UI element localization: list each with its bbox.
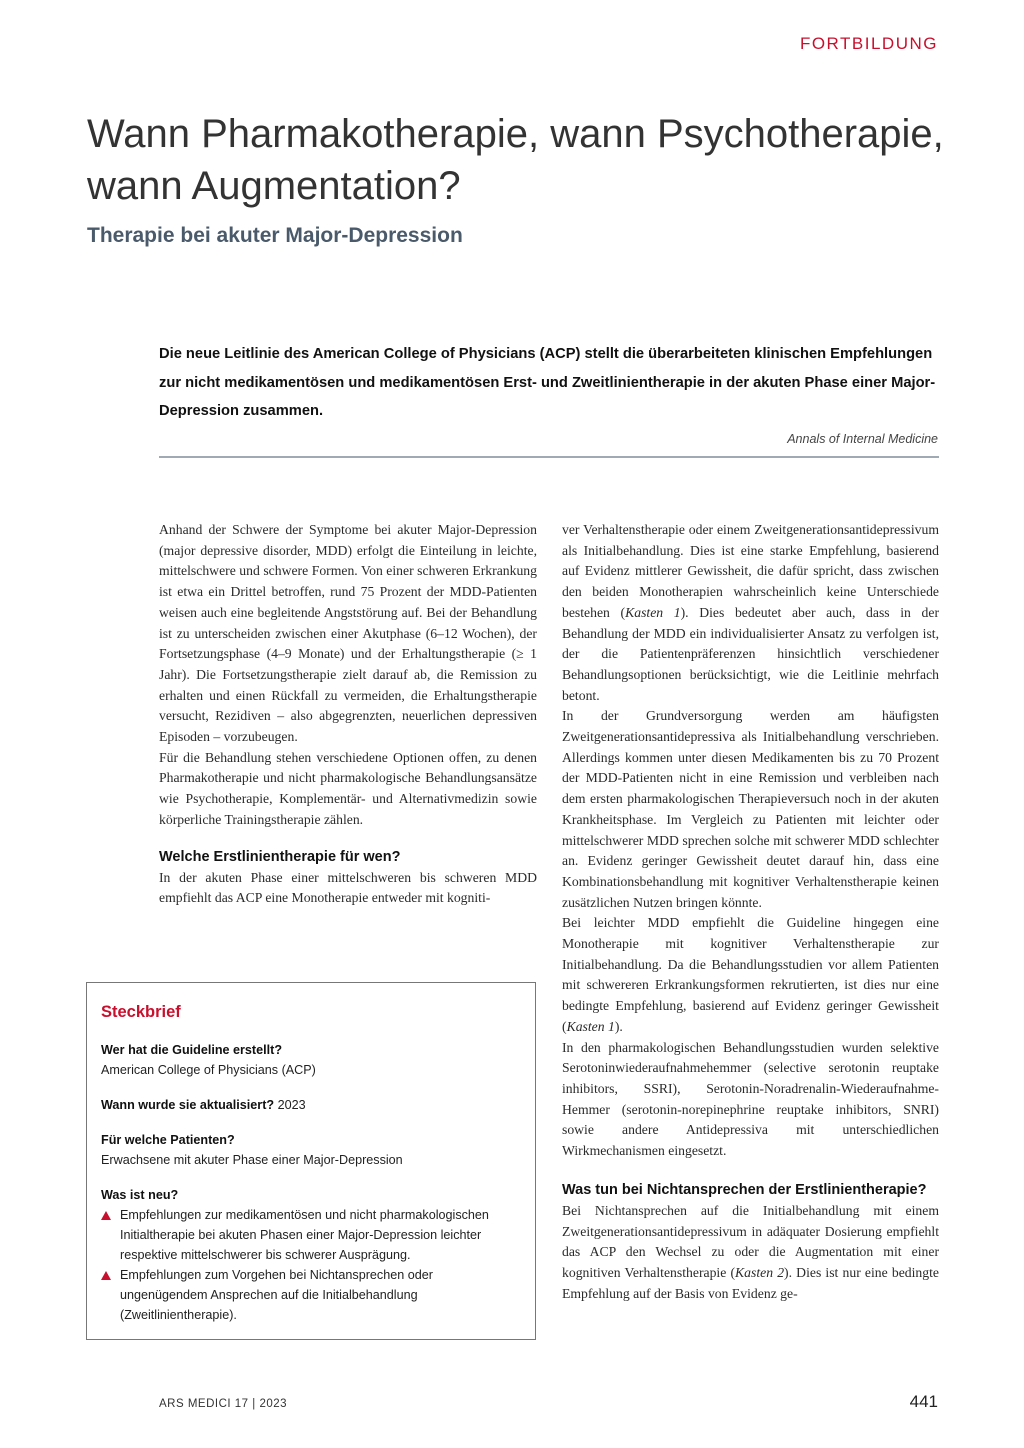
section-label: FORTBILDUNG [799,34,938,53]
text-run: ). Dies bedeutet aber auch, dass in der Behandlung der MDD ein individualisierter Ansatz zu verfolgen ist, der die Patientenpräferenzen hinsichtlich verschiedener Behandlungsoptionen berücksichtigt, wie die Leitlinie mehrfach betont. [562,604,939,703]
text-run: ). Dies ist nur eine bedingte Empfehlung auf der Basis von Evidenz ge- [562,1264,939,1301]
page-number: 441 [909,1392,938,1411]
box-reference: Kasten 2 [735,1264,785,1280]
box-answer: 2023 [277,1098,306,1112]
box-question: Für welche Patienten? [101,1133,235,1147]
steckbrief-box [86,982,536,1340]
list-item-text: Empfehlungen zur medikamentösen und nicht pharmakologischen Initialtherapie bei akuten Phasen einer Major-Depression leichter respektive mittelschwerer bis schwerer Ausprägung. [120,1208,489,1262]
list-item-text: Empfehlungen zum Vorgehen bei Nichtansprechen oder ungenügendem Ansprechen auf die Initialbehandlung (Zweitlinientherapie). [120,1268,433,1322]
box-reference: Kasten 1 [625,604,681,620]
text-run: ). [614,1018,623,1034]
qa-block [101,1040,521,1080]
lead-paragraph: Die neue Leitlinie des American College of Physicians (ACP) stellt die überarbeiteten klinischen Empfehlungen zur nicht medikamentösen und medikamentösen Erst- und Zweitlinientherapie in der akuten Phase einer Major-Depression zusammen. [159,346,936,419]
section-heading: Welche Erstlinientherapie für wen? [159,848,401,865]
article-subtitle: Therapie bei akuter Major-Depression [87,224,463,247]
text-column-left [159,520,537,909]
journal-footer: ARS MEDICI 17 | 2023 [159,1398,288,1410]
source-citation: Annals of Internal Medicine [787,432,938,446]
text-run: Bei Nichtansprechen auf die Initialbehandlung mit einem Zweitgenerationsantidepressivum in adäquater Dosierung empfiehlt das ACP den Wechsel zu oder die Augmentation mit einer kognitiven Verhaltenstherapie ( [562,1202,939,1280]
news-list [101,1205,521,1325]
box-answer: Erwachsene mit akuter Phase einer Major-Depression [101,1153,403,1167]
qa-block [101,1130,521,1170]
red-triangle-icon [101,1211,111,1220]
article-title: Wann Pharmakotherapie, wann Psychotherapie, wann Augmentation? [87,112,944,208]
section-heading: Was tun bei Nichtansprechen der Erstlinientherapie? [562,1181,927,1198]
body-paragraph: Anhand der Schwere der Symptome bei akuter Major-Depression (major depressive disorder, MDD) erfolgt die Einteilung in leichte, mittelschwere und schwere Formen. Von einer schweren Erkrankung ist etwa ein Drittel betroffen, rund 75 Prozent der MDD-Patienten weisen auch eine begleitende Angststörung auf. Bei der Behandlung ist zu unterscheiden zwischen einer Akutphase (6–12 Wochen), der Fortsetzungsphase (4–9 Monate) und der Erhaltungstherapie (≥ 1 Jahr). Die Fortsetzungstherapie zielt darauf ab, die Remission zu erhalten und einen Rückfall zu vermeiden, die Erhaltungstherapie versucht, Rezidiven – also abgegrenzten, neuerlichen depressiven Episoden – vorzubeugen. [159,522,537,745]
list-item [101,1205,521,1265]
body-paragraph [562,520,939,706]
box-answer: American College of Physicians (ACP) [101,1063,316,1077]
text-run: ver Verhaltenstherapie oder einem Zweitgenerationsantidepressivum als Initialbehandlung. Dies ist eine starke Empfehlung, basierend auf Evidenz mittlerer Gewissheit, die dafür spricht, dass zwischen den beiden Monotherapien wahrscheinlich keine Unterschiede bestehen ( [562,522,939,620]
body-paragraph: In der Grundversorgung werden am häufigsten Zweitgenerationsantidepressiva als Initialbehandlung verschrieben. Allerdings kommen unter diesen Medikamenten bis zu 70 Prozent der MDD-Patienten nicht in eine Remission und verbleiben nach dem ersten pharmakologischen Therapieversuch noch in der akuten Krankheitsphase. Im Vergleich zu Patienten mit leichter oder mittelschwerer MDD sprechen solche mit schwerer MDD schlechter an. Evidenz geringer Gewissheit deutet darauf hin, dass eine Kombinationsbehandlung mit kognitiver Verhaltenstherapie keinen zusätzlichen Nutzen bringen könnte. [562,708,939,910]
list-item [101,1265,521,1325]
red-triangle-icon [101,1271,111,1280]
body-paragraph [562,913,939,1037]
box-question: Was ist neu? [101,1188,179,1202]
divider [159,456,939,458]
qa-block [101,1095,521,1115]
text-column-right [562,520,939,1304]
box-question: Wann wurde sie aktualisiert? [101,1098,275,1112]
body-paragraph: In den pharmakologischen Behandlungsstudien wurden selektive Serotoninwiederaufnahmehemmer (selective serotonin reuptake inhibitors, SSRI), Serotonin-Noradrenalin-Wiederaufnahme-Hemmer (serotonin-norepinephrine reuptake inhibitors, SNRI) sowie andere Antidepressiva mit unterschiedlichen Wirkmechanismen eingesetzt. [562,1039,939,1159]
box-reference: Kasten 1 [566,1018,615,1034]
box-question: Wer hat die Guideline erstellt? [101,1043,283,1057]
body-paragraph: In der akuten Phase einer mittelschweren bis schweren MDD empfiehlt das ACP eine Monotherapie entweder mit kogniti- [159,869,537,906]
body-paragraph [562,1201,939,1305]
text-run: Bei leichter MDD empfiehlt die Guideline hingegen eine Monotherapie mit kognitiver Verhaltenstherapie zur Initialbehandlung. Da die Behandlungsstudien vor allem Patienten mit schwereren Erkrankungsformen rekrutierten, ist dies nur eine bedingte Empfehlung, basierend auf Evidenz geringer Gewissheit ( [562,915,939,1034]
box-title: Steckbrief [101,1003,181,1021]
qa-block [101,1185,521,1325]
body-paragraph: Für die Behandlung stehen verschiedene Optionen offen, zu denen Pharmakotherapie und nicht pharmakologische Behandlungsansätze wie Psychotherapie, Komplementär- und Alternativmedizin sowie körperliche Trainingstherapie zählen. [159,749,537,827]
